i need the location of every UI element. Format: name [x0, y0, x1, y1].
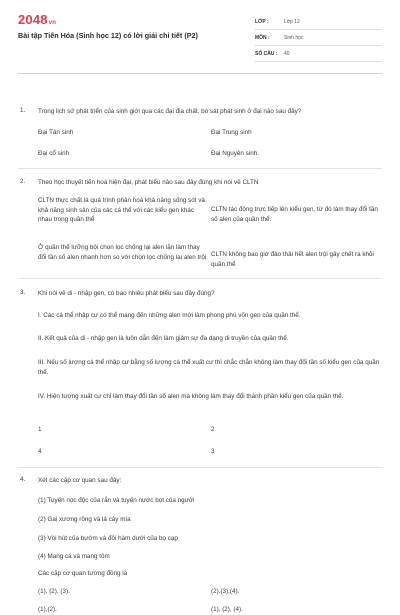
answer-option-b[interactable]: CLTN tác động trực tiếp lên kiểu gen, từ đó làm thay đổi tần số alen của quần thể. [211, 206, 378, 223]
statement-4: (4) Mang cá và mang tôm [38, 553, 110, 560]
meta-value: 40 [284, 50, 290, 57]
answer-option-d[interactable]: 3 [211, 448, 215, 455]
header-divider [18, 73, 382, 74]
statement-1: (1) Tuyến nọc độc của rắn và tuyến nước bọt của người [38, 497, 195, 504]
answer-option-b[interactable]: Đại Trung sinh [211, 129, 252, 136]
meta-value: Sinh học [284, 34, 304, 41]
meta-key: MÔN : [255, 34, 270, 41]
question-text: Khi nói về di - nhập gen, có bao nhiêu phát biểu sau đây đúng? [38, 290, 215, 297]
answer-option-c[interactable]: Đại cổ sinh [38, 150, 70, 157]
brand-logo[interactable] [18, 12, 56, 27]
question-divider [18, 467, 382, 468]
question-text: Theo học thuyết tiến hoá hiện đại, phát biểu nào sau đây đúng khi nói về CLTN [38, 179, 259, 186]
brand-name: 2048 [18, 12, 48, 27]
document-page [18, 0, 382, 613]
answer-option-b[interactable]: (2),(3),(4). [211, 588, 240, 595]
answer-option-c[interactable]: Ở quần thể lưỡng bội chọn lọc chống lại alen lặn làm thay đổi tần số alen nhanh hơn so với chọn lọc chống lại alen trội [38, 244, 207, 261]
page-title: Bài tập Tiến Hóa (Sinh học 12) có lời giải chi tiết (P2) [18, 31, 198, 40]
question-number: 3. [20, 289, 26, 296]
question-divider [18, 168, 382, 169]
question-text: Xét các cặp cơ quan sau đây: [38, 477, 122, 484]
meta-key: SỐ CÂU : [255, 50, 278, 57]
answer-option-d[interactable]: CLTN không bao giờ đào thải hết alen trội gây chết ra khỏi quần thể [211, 251, 374, 268]
question-number: 2. [20, 178, 26, 185]
answer-option-a[interactable]: CLTN thực chất là quá trình phân hoá khả năng sống sót và khả năng sinh sản của các cá thể với các kiểu gen khác nhau trong quần thể [38, 197, 205, 223]
brand-suffix: vn [48, 20, 57, 26]
answer-option-d[interactable]: Đại Nguyên sinh. [211, 150, 259, 157]
answer-option-a[interactable]: Đại Tân sinh [38, 129, 74, 136]
document-header [18, 0, 382, 66]
statement-2: II. Kết quả của di - nhập gen là luôn dẫn đến làm giảm sự đa dạng di truyền của quần thể. [38, 335, 289, 342]
meta-row-subject [255, 30, 382, 46]
meta-table [255, 14, 382, 62]
question-text: Trong lịch sử phát triển của sinh giới qua các đại địa chất, bò sát phát sinh ở đại nào sau đây? [38, 108, 302, 115]
question-number: 1. [20, 107, 26, 114]
answer-option-a[interactable]: (1), (2), (3). [38, 588, 70, 595]
meta-key: LỚP : [255, 18, 269, 25]
answer-option-c[interactable]: 4 [38, 448, 42, 455]
question-prompt: Các cặp cơ quan tương đồng là [38, 570, 128, 577]
statement-4: IV. Hiện tượng xuất cư chỉ làm thay đổi tần số alen mà không làm thay đổi thành phần kiểu gen của quần thể. [38, 393, 344, 400]
question-number: 4. [20, 476, 26, 483]
statement-2: (2) Gai xương rồng và lá cây mía [38, 516, 131, 523]
answer-option-b[interactable]: 2 [211, 426, 215, 433]
answer-option-d[interactable]: (1), (2), (4). [211, 606, 243, 613]
statement-3: III. Nếu số lượng cá thể nhập cư bằng số lượng cá thể xuất cư thì chắc chắn không làm thay đổi tần số kiểu gen của quần thể. [38, 359, 380, 376]
question-divider [18, 278, 382, 279]
statement-1: I. Các cá thể nhập cư có thể mang đến những alen mới làm phong phú vốn gen của quần thể. [38, 312, 301, 319]
answer-option-c[interactable]: (1),(2). [38, 606, 57, 613]
statement-3: (3) Vòi hút của bướm và đôi hàm dưới của bọ cạp [38, 535, 178, 542]
answer-option-a[interactable]: 1 [38, 426, 42, 433]
meta-value: Lớp 12 [284, 18, 300, 25]
meta-row-grade [255, 14, 382, 30]
meta-row-count [255, 46, 382, 62]
